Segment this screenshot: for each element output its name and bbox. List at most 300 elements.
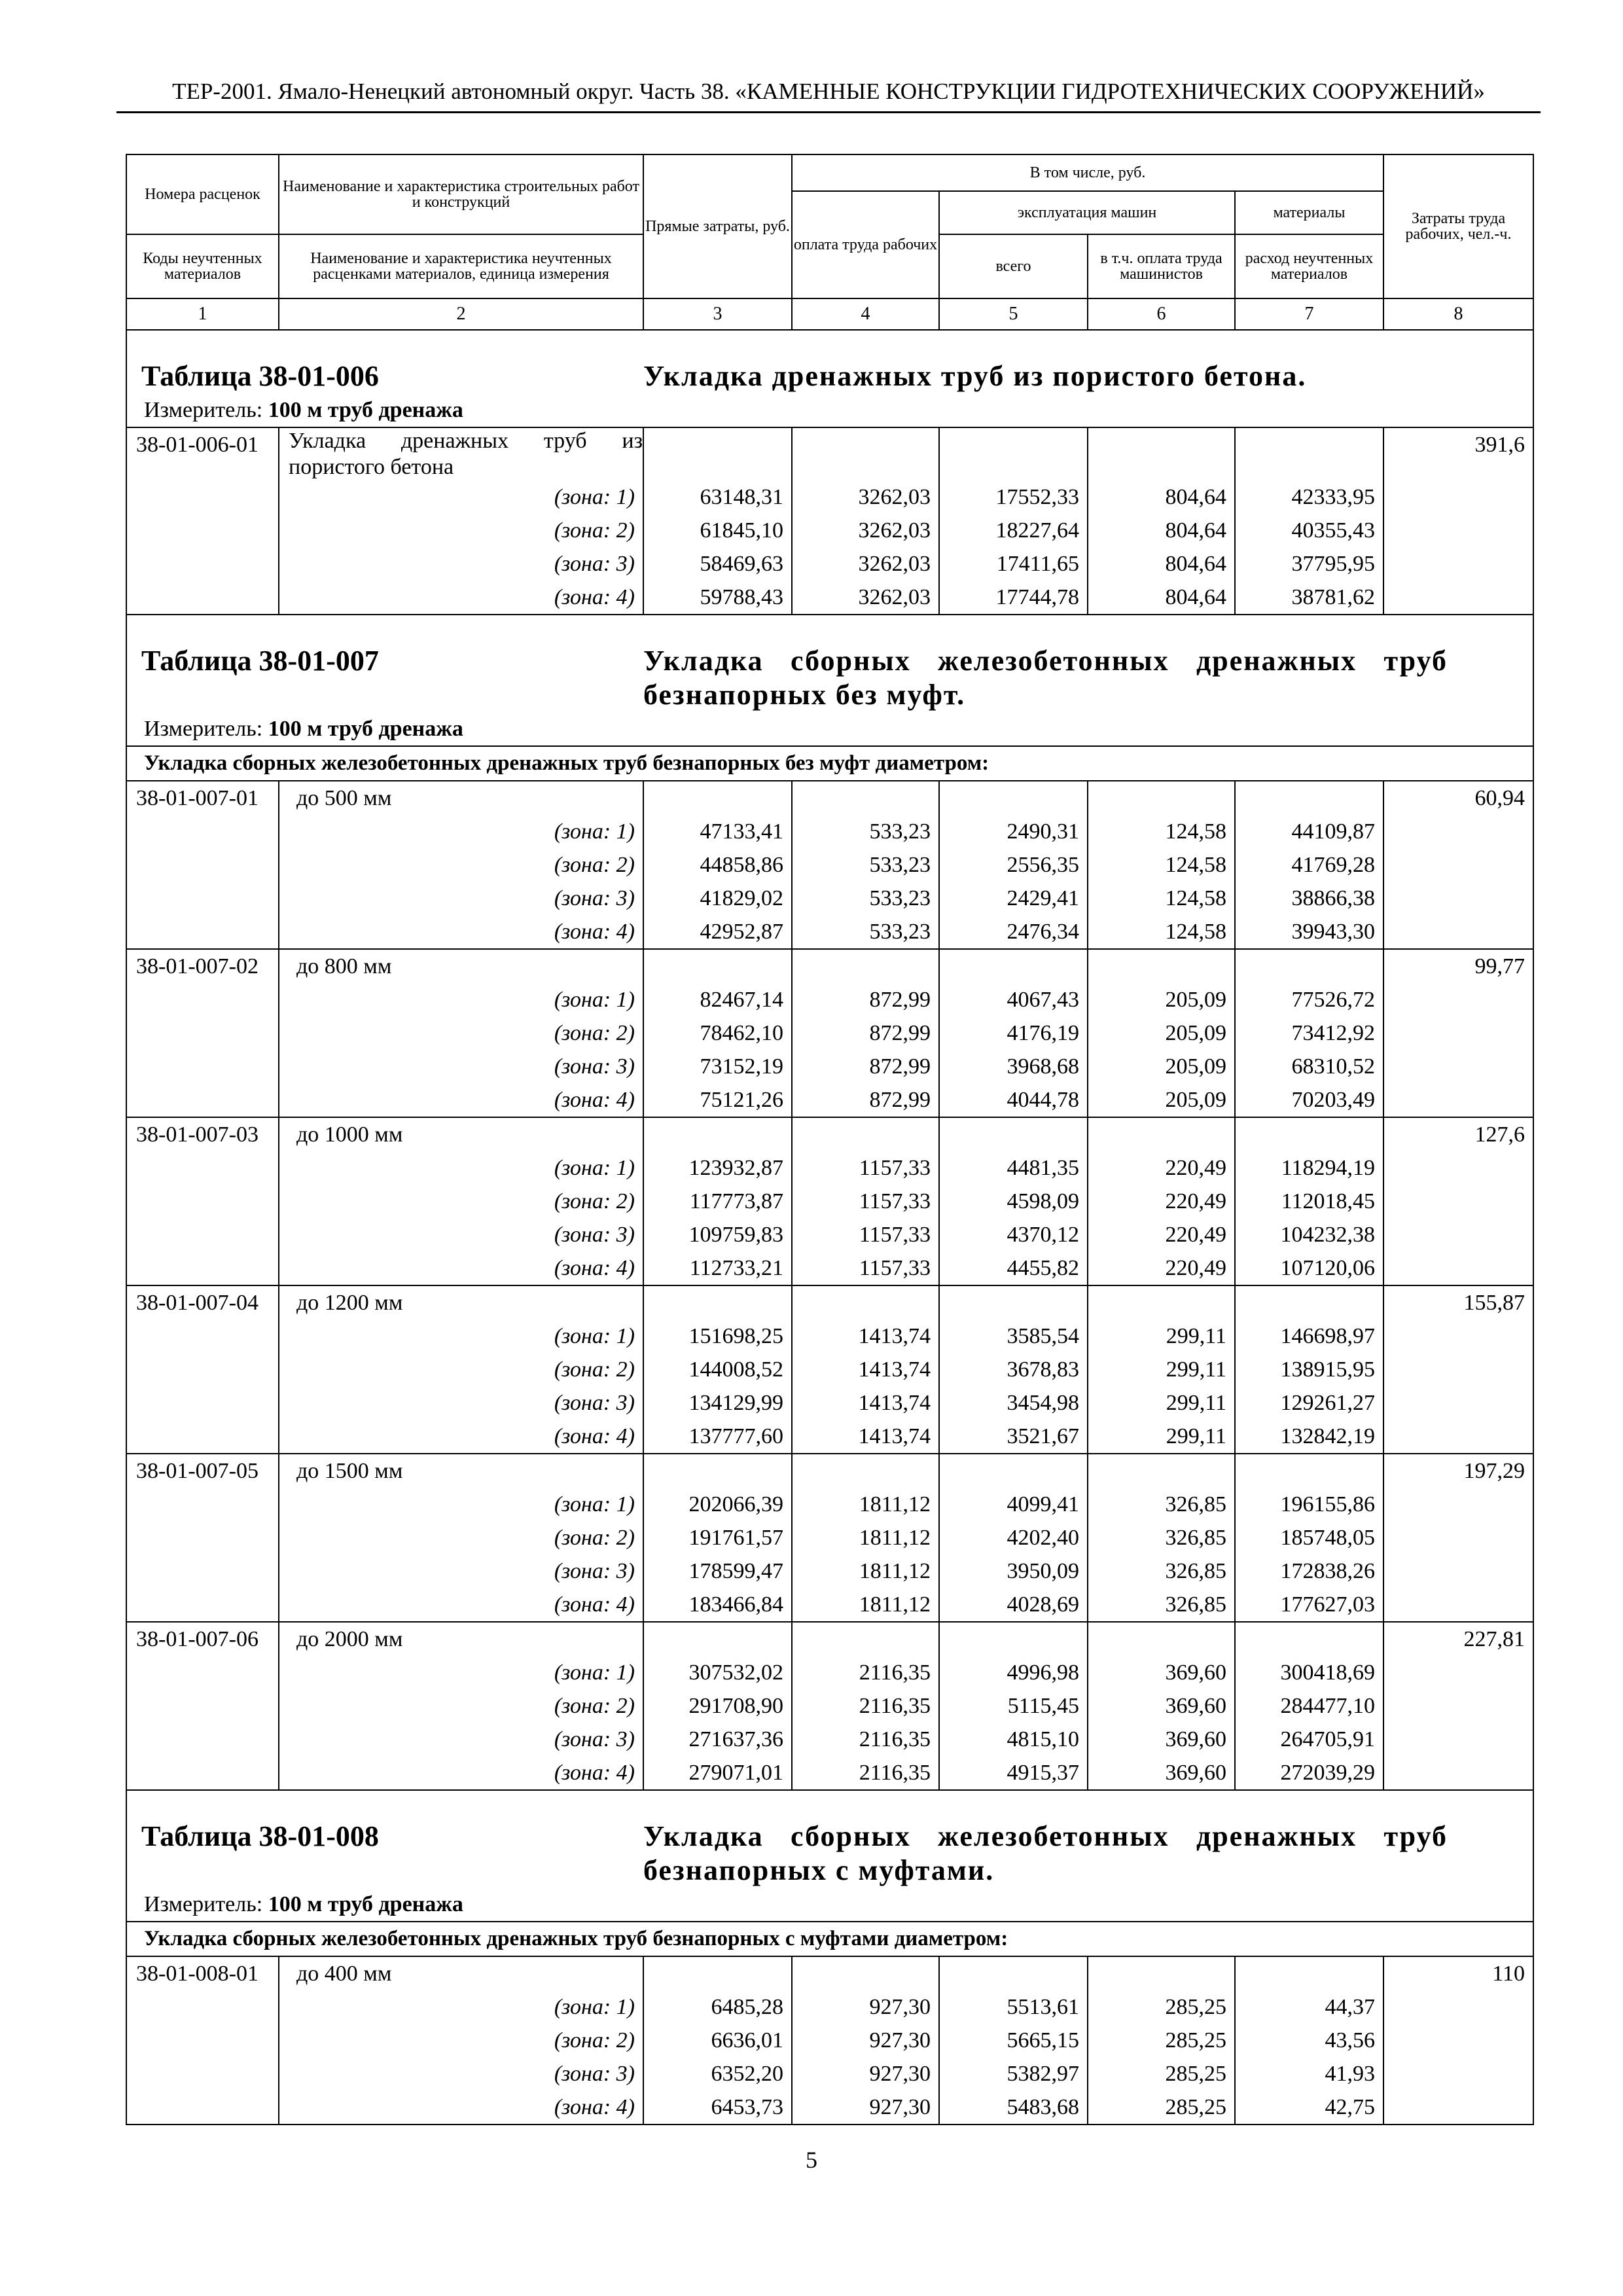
zone-row <box>126 1151 1533 1185</box>
zone-row <box>126 1016 1533 1050</box>
zone-value: 369,60 <box>1088 1723 1235 1756</box>
zone-value: 68310,52 <box>1235 1050 1383 1083</box>
empty-cell <box>1383 547 1533 581</box>
zone-value: 44858,86 <box>643 848 792 882</box>
item-name: Укладка дренажных труб из пористого бетона <box>279 427 643 480</box>
zone-value: 220,49 <box>1088 1218 1235 1251</box>
zone-value: 82467,14 <box>643 983 792 1016</box>
zone-row <box>126 1185 1533 1218</box>
zone-row <box>126 1689 1533 1723</box>
col7-header: расход неучтенных материалов <box>1235 234 1383 298</box>
zone-value: 872,99 <box>792 1016 939 1050</box>
zone-value: 285,25 <box>1088 2090 1235 2125</box>
zone-label: (зона: 4) <box>279 1756 643 1790</box>
column-number: 7 <box>1235 298 1383 330</box>
col1-top-header: Номера расценок <box>126 154 279 234</box>
zone-value: 202066,39 <box>643 1488 792 1521</box>
zone-value: 4176,19 <box>939 1016 1088 1050</box>
zone-value: 2476,34 <box>939 915 1088 949</box>
table-label: Таблица 38-01-006 <box>126 330 643 393</box>
zone-value: 1157,33 <box>792 1185 939 1218</box>
meter-row <box>126 393 1533 427</box>
empty-cell <box>1383 1016 1533 1050</box>
zone-value: 326,85 <box>1088 1521 1235 1554</box>
table-title: Укладка сборных железобетонных дренажных труб безнапорных без муфт. <box>643 615 1533 712</box>
empty-cell <box>126 1723 279 1756</box>
zone-value: 326,85 <box>1088 1554 1235 1588</box>
item-row <box>126 1956 1533 1990</box>
zone-value: 47133,41 <box>643 815 792 848</box>
empty-cell <box>1088 1454 1235 1488</box>
zone-value: 109759,83 <box>643 1218 792 1251</box>
column-number: 4 <box>792 298 939 330</box>
zone-value: 804,64 <box>1088 480 1235 514</box>
zone-value: 4202,40 <box>939 1521 1088 1554</box>
empty-cell <box>1383 1756 1533 1790</box>
zone-value: 3454,98 <box>939 1386 1088 1420</box>
empty-cell <box>643 1117 792 1151</box>
zone-value: 279071,01 <box>643 1756 792 1790</box>
table-header <box>126 154 1533 330</box>
zone-value: 3968,68 <box>939 1050 1088 1083</box>
zone-label: (зона: 1) <box>279 1319 643 1353</box>
empty-cell <box>126 1756 279 1790</box>
zone-label: (зона: 1) <box>279 815 643 848</box>
zone-label: (зона: 2) <box>279 1689 643 1723</box>
empty-cell <box>126 1319 279 1353</box>
zone-value: 37795,95 <box>1235 547 1383 581</box>
zone-value: 1157,33 <box>792 1251 939 1285</box>
empty-cell <box>643 1454 792 1488</box>
zone-label: (зона: 4) <box>279 1588 643 1622</box>
zone-value: 2116,35 <box>792 1656 939 1689</box>
empty-cell <box>1383 815 1533 848</box>
empty-cell <box>1383 1251 1533 1285</box>
zone-value: 1157,33 <box>792 1151 939 1185</box>
zone-value: 326,85 <box>1088 1488 1235 1521</box>
zone-label: (зона: 3) <box>279 882 643 915</box>
zone-value: 3950,09 <box>939 1554 1088 1588</box>
empty-cell <box>1383 1083 1533 1117</box>
column-number: 1 <box>126 298 279 330</box>
zone-value: 124,58 <box>1088 915 1235 949</box>
table-title: Укладка сборных железобетонных дренажных труб безнапорных с муфтами. <box>643 1790 1533 1888</box>
zone-value: 6453,73 <box>643 2090 792 2125</box>
empty-cell <box>1088 1956 1235 1990</box>
zone-row <box>126 848 1533 882</box>
empty-cell <box>1383 1990 1533 2024</box>
subheader: Укладка сборных железобетонных дренажных труб безнапорных без муфт диаметром: <box>126 746 1533 781</box>
zone-value: 927,30 <box>792 2090 939 2125</box>
empty-cell <box>939 1622 1088 1656</box>
zone-value: 42952,87 <box>643 915 792 949</box>
empty-cell <box>126 1083 279 1117</box>
zone-label: (зона: 4) <box>279 581 643 615</box>
empty-cell <box>939 1117 1088 1151</box>
empty-cell <box>939 1454 1088 1488</box>
zone-value: 1157,33 <box>792 1218 939 1251</box>
empty-cell <box>1383 2024 1533 2057</box>
empty-cell <box>126 2090 279 2125</box>
zone-value: 1811,12 <box>792 1521 939 1554</box>
col5-header: всего <box>939 234 1088 298</box>
zone-value: 177627,03 <box>1235 1588 1383 1622</box>
table-body <box>126 330 1533 2125</box>
zone-value: 2116,35 <box>792 1689 939 1723</box>
empty-cell <box>939 949 1088 983</box>
zone-value: 533,23 <box>792 882 939 915</box>
empty-cell <box>1383 1689 1533 1723</box>
item-name: до 2000 мм <box>279 1622 643 1656</box>
column-number: 6 <box>1088 298 1235 330</box>
zone-value: 17744,78 <box>939 581 1088 615</box>
zone-value: 146698,97 <box>1235 1319 1383 1353</box>
empty-cell <box>1383 2090 1533 2125</box>
empty-cell <box>1383 1723 1533 1756</box>
zone-value: 3521,67 <box>939 1420 1088 1454</box>
item-labor: 227,81 <box>1383 1622 1533 1656</box>
empty-cell <box>1383 1521 1533 1554</box>
empty-cell <box>792 1285 939 1319</box>
zone-value: 61845,10 <box>643 514 792 547</box>
zone-value: 38866,38 <box>1235 882 1383 915</box>
zone-value: 205,09 <box>1088 1083 1235 1117</box>
item-labor: 391,6 <box>1383 427 1533 480</box>
zone-label: (зона: 1) <box>279 480 643 514</box>
zone-value: 3262,03 <box>792 581 939 615</box>
zone-row <box>126 547 1533 581</box>
item-row <box>126 1285 1533 1319</box>
item-labor: 60,94 <box>1383 781 1533 815</box>
zone-label: (зона: 3) <box>279 1554 643 1588</box>
zone-label: (зона: 2) <box>279 514 643 547</box>
zone-label: (зона: 4) <box>279 915 643 949</box>
zone-value: 1413,74 <box>792 1386 939 1420</box>
zone-row <box>126 2090 1533 2125</box>
zone-value: 533,23 <box>792 848 939 882</box>
zone-value: 804,64 <box>1088 514 1235 547</box>
zone-value: 44,37 <box>1235 1990 1383 2024</box>
zone-value: 3262,03 <box>792 480 939 514</box>
item-code: 38-01-006-01 <box>126 427 279 480</box>
empty-cell <box>1235 1956 1383 1990</box>
zone-value: 151698,25 <box>643 1319 792 1353</box>
zone-value: 17411,65 <box>939 547 1088 581</box>
zone-value: 804,64 <box>1088 547 1235 581</box>
zone-label: (зона: 3) <box>279 1050 643 1083</box>
zone-label: (зона: 2) <box>279 1016 643 1050</box>
zone-row <box>126 1656 1533 1689</box>
zone-row <box>126 915 1533 949</box>
zone-value: 104232,38 <box>1235 1218 1383 1251</box>
zone-row <box>126 1756 1533 1790</box>
zone-value: 117773,87 <box>643 1185 792 1218</box>
zone-label: (зона: 3) <box>279 1218 643 1251</box>
empty-cell <box>126 1521 279 1554</box>
zone-row <box>126 480 1533 514</box>
empty-cell <box>1383 581 1533 615</box>
col4-header: оплата труда рабочих <box>792 191 939 298</box>
empty-cell <box>126 1016 279 1050</box>
empty-cell <box>126 1990 279 2024</box>
zone-label: (зона: 3) <box>279 1386 643 1420</box>
zone-value: 220,49 <box>1088 1185 1235 1218</box>
zone-value: 2116,35 <box>792 1756 939 1790</box>
zone-row <box>126 1353 1533 1386</box>
empty-cell <box>126 1420 279 1454</box>
page-header: ТЕР-2001. Ямало-Ненецкий автономный округ. Часть 38. «КАМЕННЫЕ КОНСТРУКЦИИ ГИДРОТЕХНИЧЕСКИХ СООРУЖЕНИЙ» <box>172 79 1485 104</box>
zone-value: 284477,10 <box>1235 1689 1383 1723</box>
empty-cell <box>1383 2057 1533 2090</box>
empty-cell <box>126 547 279 581</box>
zone-value: 927,30 <box>792 1990 939 2024</box>
empty-cell <box>1383 915 1533 949</box>
table-title-row <box>126 615 1533 712</box>
empty-cell <box>126 1151 279 1185</box>
zone-row <box>126 1723 1533 1756</box>
item-code: 38-01-007-01 <box>126 781 279 815</box>
empty-cell <box>126 983 279 1016</box>
item-name: до 400 мм <box>279 1956 643 1990</box>
zone-value: 73412,92 <box>1235 1016 1383 1050</box>
zone-value: 124,58 <box>1088 815 1235 848</box>
zone-value: 44109,87 <box>1235 815 1383 848</box>
zone-value: 1811,12 <box>792 1588 939 1622</box>
empty-cell <box>126 1251 279 1285</box>
zone-value: 42333,95 <box>1235 480 1383 514</box>
item-code: 38-01-007-06 <box>126 1622 279 1656</box>
zone-value: 1811,12 <box>792 1488 939 1521</box>
zone-value: 927,30 <box>792 2024 939 2057</box>
zone-label: (зона: 4) <box>279 1420 643 1454</box>
empty-cell <box>643 1285 792 1319</box>
zone-value: 299,11 <box>1088 1353 1235 1386</box>
zone-value: 3678,83 <box>939 1353 1088 1386</box>
zone-value: 1413,74 <box>792 1319 939 1353</box>
empty-cell <box>1383 1488 1533 1521</box>
zone-value: 2116,35 <box>792 1723 939 1756</box>
zone-value: 285,25 <box>1088 1990 1235 2024</box>
empty-cell <box>126 1050 279 1083</box>
zone-row <box>126 2057 1533 2090</box>
empty-cell <box>126 1386 279 1420</box>
item-labor: 155,87 <box>1383 1285 1533 1319</box>
zone-value: 5483,68 <box>939 2090 1088 2125</box>
empty-cell <box>792 1454 939 1488</box>
zone-value: 134129,99 <box>643 1386 792 1420</box>
zone-value: 191761,57 <box>643 1521 792 1554</box>
zone-value: 4996,98 <box>939 1656 1088 1689</box>
header-rule <box>116 111 1541 113</box>
empty-cell <box>1383 1420 1533 1454</box>
empty-cell <box>126 1689 279 1723</box>
zone-value: 4915,37 <box>939 1756 1088 1790</box>
zone-value: 5382,97 <box>939 2057 1088 2090</box>
zone-value: 43,56 <box>1235 2024 1383 2057</box>
empty-cell <box>126 1218 279 1251</box>
meter <box>126 712 1533 746</box>
empty-cell <box>939 1285 1088 1319</box>
item-code: 38-01-007-05 <box>126 1454 279 1488</box>
item-row <box>126 949 1533 983</box>
zone-label: (зона: 1) <box>279 1656 643 1689</box>
zone-row <box>126 514 1533 547</box>
meter-label: Измеритель: <box>144 1892 263 1916</box>
item-row <box>126 781 1533 815</box>
col2-bottom-header: Наименование и характеристика неучтенных расценками материалов, единица измерения <box>279 234 643 298</box>
page-number: 5 <box>806 2147 817 2173</box>
zone-value: 124,58 <box>1088 848 1235 882</box>
zone-value: 307532,02 <box>643 1656 792 1689</box>
zone-value: 1413,74 <box>792 1353 939 1386</box>
empty-cell <box>792 949 939 983</box>
zone-value: 6485,28 <box>643 1990 792 2024</box>
subheader: Укладка сборных железобетонных дренажных труб безнапорных с муфтами диаметром: <box>126 1922 1533 1956</box>
item-row <box>126 1117 1533 1151</box>
zone-label: (зона: 4) <box>279 1251 643 1285</box>
item-row <box>126 427 1533 480</box>
zone-label: (зона: 2) <box>279 1353 643 1386</box>
zone-row <box>126 1050 1533 1083</box>
empty-cell <box>1088 1285 1235 1319</box>
zone-value: 6352,20 <box>643 2057 792 2090</box>
zone-value: 41769,28 <box>1235 848 1383 882</box>
item-name: до 800 мм <box>279 949 643 983</box>
zone-value: 2556,35 <box>939 848 1088 882</box>
zone-label: (зона: 2) <box>279 2024 643 2057</box>
zone-value: 533,23 <box>792 815 939 848</box>
item-code: 38-01-007-02 <box>126 949 279 983</box>
zone-value: 129261,27 <box>1235 1386 1383 1420</box>
zone-value: 144008,52 <box>643 1353 792 1386</box>
zone-value: 205,09 <box>1088 1016 1235 1050</box>
zone-value: 70203,49 <box>1235 1083 1383 1117</box>
zone-value: 123932,87 <box>643 1151 792 1185</box>
zone-value: 4598,09 <box>939 1185 1088 1218</box>
empty-cell <box>126 2024 279 2057</box>
zone-label: (зона: 4) <box>279 1083 643 1117</box>
empty-cell <box>1088 427 1235 480</box>
column-number: 5 <box>939 298 1088 330</box>
empty-cell <box>643 1622 792 1656</box>
zone-row <box>126 1554 1533 1588</box>
zone-value: 533,23 <box>792 915 939 949</box>
subheader-row <box>126 1922 1533 1956</box>
zone-label: (зона: 1) <box>279 983 643 1016</box>
zone-value: 271637,36 <box>643 1723 792 1756</box>
zone-row <box>126 1990 1533 2024</box>
empty-cell <box>1235 949 1383 983</box>
zone-row <box>126 1488 1533 1521</box>
zone-label: (зона: 1) <box>279 1151 643 1185</box>
zone-value: 75121,26 <box>643 1083 792 1117</box>
empty-cell <box>1088 1622 1235 1656</box>
materials-header: материалы <box>1235 191 1383 234</box>
zone-value: 112018,45 <box>1235 1185 1383 1218</box>
empty-cell <box>126 480 279 514</box>
price-table <box>126 154 1534 2125</box>
empty-cell <box>1235 1454 1383 1488</box>
table-label: Таблица 38-01-007 <box>126 615 643 712</box>
item-row <box>126 1622 1533 1656</box>
zone-value: 132842,19 <box>1235 1420 1383 1454</box>
empty-cell <box>126 514 279 547</box>
zone-label: (зона: 3) <box>279 547 643 581</box>
zone-value: 38781,62 <box>1235 581 1383 615</box>
col1-bottom-header: Коды неучтенных материалов <box>126 234 279 298</box>
zone-value: 78462,10 <box>643 1016 792 1050</box>
zone-row <box>126 1588 1533 1622</box>
zone-value: 178599,47 <box>643 1554 792 1588</box>
zone-value: 196155,86 <box>1235 1488 1383 1521</box>
empty-cell <box>939 1956 1088 1990</box>
empty-cell <box>1088 949 1235 983</box>
empty-cell <box>126 581 279 615</box>
zone-value: 59788,43 <box>643 581 792 615</box>
empty-cell <box>1383 1218 1533 1251</box>
zone-value: 264705,91 <box>1235 1723 1383 1756</box>
zone-row <box>126 581 1533 615</box>
empty-cell <box>939 781 1088 815</box>
zone-value: 3585,54 <box>939 1319 1088 1353</box>
zone-value: 326,85 <box>1088 1588 1235 1622</box>
empty-cell <box>1088 781 1235 815</box>
empty-cell <box>126 915 279 949</box>
zone-value: 872,99 <box>792 1083 939 1117</box>
zone-value: 4455,82 <box>939 1251 1088 1285</box>
empty-cell <box>1383 1588 1533 1622</box>
zone-value: 3262,03 <box>792 547 939 581</box>
empty-cell <box>1383 1319 1533 1353</box>
item-labor: 127,6 <box>1383 1117 1533 1151</box>
zone-value: 4481,35 <box>939 1151 1088 1185</box>
zone-value: 42,75 <box>1235 2090 1383 2125</box>
zone-value: 40355,43 <box>1235 514 1383 547</box>
zone-label: (зона: 2) <box>279 848 643 882</box>
zone-value: 285,25 <box>1088 2024 1235 2057</box>
empty-cell <box>1383 848 1533 882</box>
zone-value: 1811,12 <box>792 1554 939 1588</box>
empty-cell <box>643 1956 792 1990</box>
empty-cell <box>1235 1117 1383 1151</box>
zone-value: 220,49 <box>1088 1251 1235 1285</box>
empty-cell <box>1383 1050 1533 1083</box>
zone-value: 138915,95 <box>1235 1353 1383 1386</box>
meter <box>126 393 1533 427</box>
table-title-row <box>126 330 1533 393</box>
empty-cell <box>126 1353 279 1386</box>
zone-value: 369,60 <box>1088 1756 1235 1790</box>
item-labor: 110 <box>1383 1956 1533 1990</box>
zone-row <box>126 1420 1533 1454</box>
zone-value: 73152,19 <box>643 1050 792 1083</box>
zone-value: 4099,41 <box>939 1488 1088 1521</box>
empty-cell <box>1383 1353 1533 1386</box>
empty-cell <box>126 1554 279 1588</box>
empty-cell <box>792 781 939 815</box>
zone-value: 1413,74 <box>792 1420 939 1454</box>
item-row <box>126 1454 1533 1488</box>
zone-value: 17552,33 <box>939 480 1088 514</box>
empty-cell <box>126 1656 279 1689</box>
table-title: Укладка дренажных труб из пористого бетона. <box>643 330 1533 393</box>
empty-cell <box>1383 1656 1533 1689</box>
subheader-row <box>126 746 1533 781</box>
empty-cell <box>1383 514 1533 547</box>
meter-label: Измеритель: <box>144 398 263 422</box>
zone-value: 4028,69 <box>939 1588 1088 1622</box>
zone-value: 220,49 <box>1088 1151 1235 1185</box>
